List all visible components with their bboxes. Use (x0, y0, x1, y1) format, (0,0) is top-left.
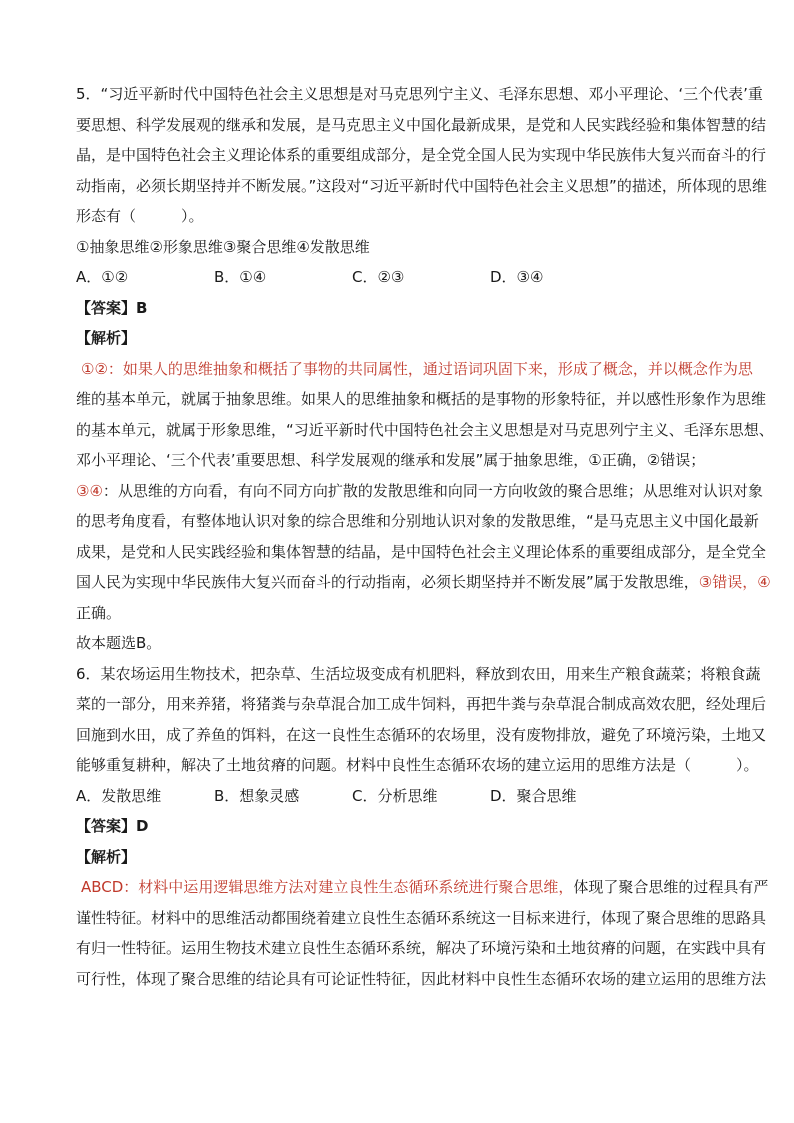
q5-stem-line-5: 形态有（ ）。 (76, 207, 204, 225)
q6-analysis-line-3: 有归一性特征。运用生物技术建立良性生态循环系统，解决了环境污染和土地贫瘠的问题，在实践中具有 (76, 939, 767, 957)
q6-stem-line-3: 回施到水田，成了养鱼的饵料，在这一良性生态循环的农场里，没有废物排放，避免了环境污染，土地又 (76, 725, 767, 744)
q6-option-b: B．想象灵感 (214, 786, 300, 805)
q5-analysis-line-5-text: ：从思维的方向看，有向不同方向扩散的发散思维和向同一方向收敛的聚合思维；从思维对认识对象 (102, 481, 763, 500)
q5-items: ①抽象思维②形象思维③聚合思维④发散思维 (76, 237, 370, 256)
q6-stem-line-2: 菜的一部分，用来养猪，将猪粪与杂草混合加工成牛饲料，再把牛粪与杂草混合制成高效农肥，经处理后 (76, 695, 767, 713)
q5-analysis-line-3: 的基本单元，就属于形象思维，“习近平新时代中国特色社会主义思想是对马克思列宁主义、毛泽东思想、 (76, 420, 774, 439)
q5-answer: 【答案】B (76, 298, 148, 317)
q6-analysis-line-1-text: 体现了聚合思维的过程具有严 (573, 878, 769, 896)
document-content (76, 79, 774, 994)
q5-analysis-line-9: 正确。 (76, 603, 122, 622)
q5-analysis-line-7: 成果，是党和人民实践经验和集体智慧的结晶，是中国特色社会主义理论体系的重要组成部分，是全党全 (76, 542, 767, 561)
q5-analysis-line-6: 的思考角度看，有整体地认识对象的综合思维和分别地认识对象的发散思维，“是马克思主义中国化最新 (76, 512, 759, 530)
question-6 (76, 659, 769, 995)
q6-answer: 【答案】D (76, 817, 149, 835)
q5-stem-line-2: 要思想、科学发展观的继承和发展，是马克思主义中国化最新成果，是党和人民实践经验和集体智慧的结 (76, 115, 767, 134)
q5-analysis-red-tail: ③错误，④ (698, 573, 771, 591)
q5-analysis-label: 【解析】 (76, 329, 137, 347)
q5-analysis-line-4: 邓小平理论、‘三个代表’重要思想、科学发展观的继承和发展”属于抽象思维，①正确，②错误； (76, 451, 706, 469)
q5-options (76, 262, 726, 293)
q5-conclusion: 故本题选B。 (76, 634, 162, 652)
q6-analysis-label: 【解析】 (76, 847, 137, 866)
q5-analysis-line-8 (76, 567, 771, 598)
q5-stem-line-4: 动指南，必须长期坚持并不断发展。”这段对“习近平新时代中国特色社会主义思想”的描述，所体现的思维 (76, 176, 767, 195)
question-5 (76, 79, 774, 659)
q6-analysis-red-prefix: ABCD：材料中运用逻辑思维方法对建立良性生态循环系统进行聚合思维， (81, 878, 574, 896)
q6-options (76, 781, 726, 812)
q5-analysis-red-prefix: ③④ (76, 481, 103, 500)
q5-analysis-line-1: ①②：如果人的思维抽象和概括了事物的共同属性，通过语词巩固下来，形成了概念，并以概念作为思 (81, 359, 753, 378)
q5-option-c: C．②③ (352, 268, 405, 286)
q6-option-c: C．分析思维 (352, 786, 438, 805)
q5-option-a: A．①② (76, 268, 129, 286)
q6-option-d: D．聚合思维 (490, 786, 577, 805)
q6-analysis-line-1 (76, 872, 769, 903)
q5-analysis-line-2: 维的基本单元，就属于抽象思维。如果人的思维抽象和概括的是事物的形象特征，并以感性形象作为思维 (76, 390, 767, 408)
q6-stem-line-4: 能够重复耕种，解决了土地贫瘠的问题。材料中良性生态循环农场的建立运用的思维方法是（ ）。 (76, 756, 759, 774)
q5-analysis-line-8-text: 国人民为实现中华民族伟大复兴而奋斗的行动指南，必须长期坚持并不断发展”属于发散思维， (76, 573, 699, 591)
q6-analysis-line-2: 谨性特征。材料中的思维活动都围绕着建立良性生态循环系统这一目标来进行，体现了聚合思维的思路具 (76, 908, 767, 927)
q5-stem-line-3: 晶，是中国特色社会主义理论体系的重要组成部分，是全党全国人民为实现中华民族伟大复兴而奋斗的行 (76, 146, 767, 164)
q6-option-a: A．发散思维 (76, 786, 162, 805)
q6-stem-line-1: 6．某农场运用生物技术，把杂草、生活垃圾变成有机肥料，释放到农田，用来生产粮食蔬菜；将粮食蔬 (76, 664, 761, 683)
q5-analysis-line-5 (76, 476, 763, 507)
q5-option-d: D．③④ (490, 268, 544, 286)
q5-stem-line-1: 5．“习近平新时代中国特色社会主义思想是对马克思列宁主义、毛泽东思想、邓小平理论、‘三个代表’重 (76, 85, 763, 103)
q5-option-b: B．①④ (214, 268, 267, 286)
q6-analysis-line-4: 可行性，体现了聚合思维的结论具有可论证性特征，因此材料中良性生态循环农场的建立运用的思维方法 (76, 969, 767, 988)
